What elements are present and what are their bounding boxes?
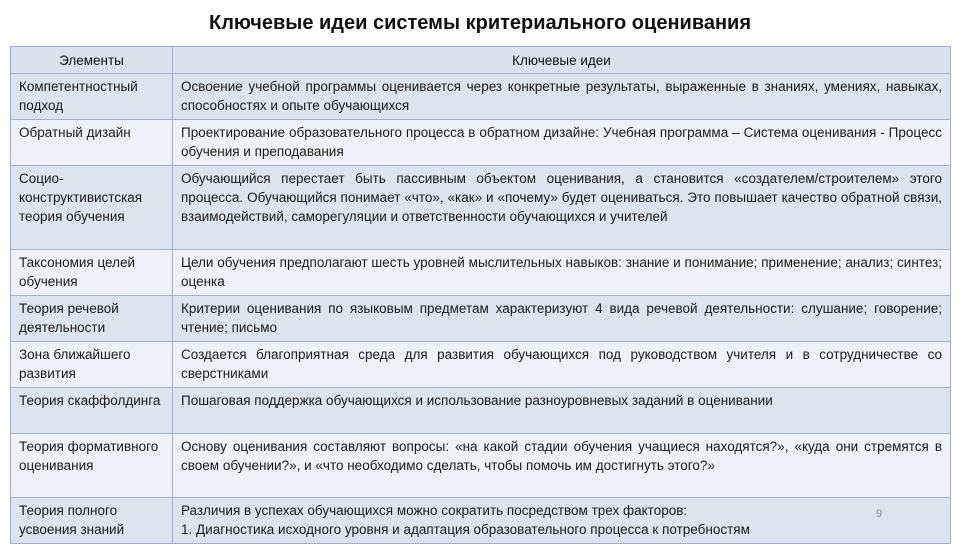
table-row [11, 74, 951, 120]
element-cell: Теория полного усвоения знаний [11, 498, 173, 544]
page-number: 9 [876, 508, 883, 520]
header-elements: Элементы [11, 47, 173, 74]
idea-cell: Обучающийся перестает быть пассивным объектом оценивания, а становится «создателем/строителем» этого процесса. Обучающийся понимает «что», «как» и «почему» будет оцениваться. Это повышает качество обратной связи, взаимодействий, саморегуляции и ответственности обучающихся и учителей [173, 166, 951, 250]
element-cell: Теория речевой деятельности [11, 296, 173, 342]
idea-cell: Пошаговая поддержка обучающихся и использование разноуровневых заданий в оценивании [173, 388, 951, 434]
element-cell: Обратный дизайн [11, 120, 173, 166]
table-row [11, 498, 951, 544]
element-cell: Зона ближайшего развития [11, 342, 173, 388]
table-row [11, 388, 951, 434]
element-cell: Таксономия целей обучения [11, 250, 173, 296]
table-row [11, 166, 951, 250]
table-header-row [11, 47, 951, 74]
idea-cell: Проектирование образовательного процесса в обратном дизайне: Учебная программа – Система оценивания - Процесс обучения и преподавания [173, 120, 951, 166]
table-row [11, 296, 951, 342]
idea-cell: Цели обучения предполагают шесть уровней мыслительных навыков: знание и понимание; применение; анализ; синтез; оценка [173, 250, 951, 296]
element-cell: Компетентностный подход [11, 74, 173, 120]
table-row [11, 342, 951, 388]
idea-cell: Различия в успехах обучающихся можно сократить посредством трех факторов: 1. Диагностика исходного уровня и адаптация образовательного процесса к потребностям [173, 498, 951, 544]
element-cell: Социо-конструктивистская теория обучения [11, 166, 173, 250]
table-row [11, 120, 951, 166]
slide-title: Ключевые идеи системы критериального оценивания [208, 12, 752, 34]
idea-cell: Создается благоприятная среда для развития обучающихся под руководством учителя и в сотрудничестве со сверстниками [173, 342, 951, 388]
element-cell: Теория скаффолдинга [11, 388, 173, 434]
idea-cell: Освоение учебной программы оценивается через конкретные результаты, выраженные в знаниях, умениях, навыках, способностях и опыте обучающихся [173, 74, 951, 120]
element-cell: Теория формативного оценивания [11, 434, 173, 498]
table-row [11, 434, 951, 498]
header-key-ideas: Ключевые идеи [173, 47, 951, 74]
table-row [11, 250, 951, 296]
idea-cell: Критерии оценивания по языковым предметам характеризуют 4 вида речевой деятельности: слушание; говорение; чтение; письмо [173, 296, 951, 342]
key-ideas-table [10, 46, 951, 544]
idea-cell: Основу оценивания составляют вопросы: «на какой стадии обучения учащиеся находятся?», «куда они стремятся в своем обучении?», и «что необходимо сделать, чтобы помочь им достигнуть этого?» [173, 434, 951, 498]
